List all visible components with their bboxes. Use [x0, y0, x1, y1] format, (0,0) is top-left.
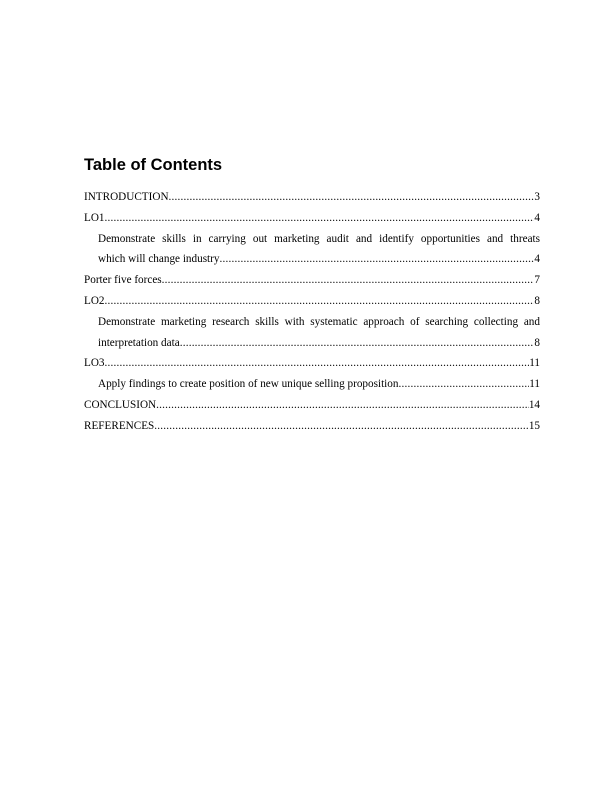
toc-entry-lo3[interactable] — [84, 353, 540, 374]
toc-leader-dots — [154, 416, 529, 437]
toc-entry-label: INTRODUCTION — [84, 191, 169, 203]
table-of-contents — [84, 187, 540, 437]
toc-entry-introduction[interactable] — [84, 187, 540, 208]
toc-entry-label: CONCLUSION — [84, 398, 157, 411]
toc-leader-dots — [169, 187, 535, 208]
toc-leader-dots — [162, 270, 535, 291]
toc-entry-label-line1: Demonstrate marketing research skills with systematic approach of searching collecting and — [98, 315, 540, 328]
toc-leader-dots — [156, 395, 529, 416]
toc-entry-label: Porter five forces — [84, 274, 162, 287]
toc-entry-label: LO3 — [84, 357, 105, 370]
toc-entry-marketing-research[interactable] — [84, 312, 540, 354]
toc-entry-page: 15 — [528, 419, 540, 432]
toc-entry-references[interactable] — [84, 416, 540, 437]
toc-entry-lo2[interactable] — [84, 291, 540, 312]
toc-leader-dots — [105, 291, 535, 312]
toc-entry-label: Apply findings to create position of new unique selling proposition — [98, 378, 399, 391]
toc-leader-dots — [105, 208, 535, 229]
toc-leader-dots — [180, 333, 535, 354]
toc-entry-marketing-audit[interactable] — [84, 229, 540, 271]
toc-entry-page: 4 — [534, 211, 540, 224]
toc-entry-lo1[interactable] — [84, 208, 540, 229]
toc-entry-label-line1: Demonstrate skills in carrying out marketing audit and identify opportunities and threats — [98, 232, 540, 245]
toc-entry-page: 8 — [534, 294, 540, 307]
toc-entry-page: 3 — [534, 191, 540, 203]
toc-entry-conclusion[interactable] — [84, 395, 540, 416]
toc-entry-unique-selling-proposition[interactable] — [84, 374, 540, 395]
toc-entry-page: 7 — [534, 274, 540, 287]
toc-leader-dots — [219, 249, 534, 270]
toc-entry-label-line2: which will change industry — [98, 253, 220, 266]
toc-entry-porter-five-forces[interactable] — [84, 270, 540, 291]
toc-title: Table of Contents — [84, 156, 223, 174]
toc-entry-label: REFERENCES — [84, 419, 155, 432]
toc-entry-page: 8 — [534, 336, 540, 349]
toc-leader-dots — [398, 374, 529, 395]
toc-entry-label-line2: interpretation data — [98, 336, 180, 349]
toc-entry-label: LO2 — [84, 294, 105, 307]
toc-leader-dots — [105, 353, 530, 374]
toc-entry-page: 11 — [529, 378, 540, 391]
toc-entry-page: 14 — [528, 398, 540, 411]
toc-entry-label: LO1 — [84, 211, 105, 224]
toc-entry-page: 11 — [529, 357, 540, 370]
toc-entry-page: 4 — [534, 253, 540, 266]
